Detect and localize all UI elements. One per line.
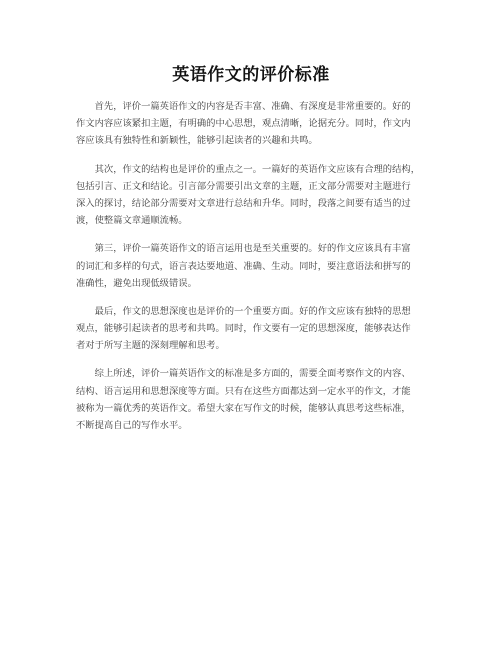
- paragraph-1: [76, 98, 426, 150]
- paragraph-line: 不断提高自己的写作水平。: [76, 420, 188, 431]
- paragraph-3: [76, 240, 426, 292]
- paragraph-line: 渡，使整篇文章通顺流畅。: [76, 215, 188, 227]
- paragraph-line: 被称为一篇优秀的英语作文。希望大家在写作文的时候，能够认真思考这些标准，: [76, 402, 411, 414]
- paragraph-line: 者对于所写主题的深刻理解和思考。: [76, 340, 225, 352]
- paragraph-line: 深入的探讨，结论部分需要对文章进行总结和升华。同时，段落之间要有适当的过: [76, 197, 411, 209]
- document-body: [76, 98, 426, 445]
- paragraph-line: 综上所述，评价一篇英语作文的标准是多方面的，需要全面考察作文的内容、: [76, 368, 411, 380]
- paragraph-line: 观点，能够引起读者的思考和共鸣。同时，作文要有一定的思想深度，能够表达作: [76, 323, 411, 335]
- paragraph-4: [76, 303, 426, 355]
- paragraph-line: 首先，评价一篇英语作文的内容是否丰富、准确、有深度是非常重要的。好的: [76, 101, 411, 112]
- document-title: 英语作文的评价标准: [172, 65, 330, 85]
- paragraph-line: 结构、语言运用和思想深度等方面。只有在这些方面都达到一定水平的作文，才能: [76, 385, 411, 397]
- paragraph-line: 其次，作文的结构也是评价的重点之一。一篇好的英语作文应该有合理的结构，: [76, 163, 420, 175]
- paragraph-line: 第三，评价一篇英语作文的语言运用也是至关重要的。好的作文应该具有丰富: [76, 243, 411, 255]
- paragraph-2: [76, 161, 426, 230]
- paragraph-line: 最后，作文的思想深度也是评价的一个重要方面。好的作文应该有独特的思想: [76, 305, 411, 317]
- paragraph-line: 的词汇和多样的句式，语言表达要地道、准确、生动。同时，要注意语法和拼写的: [76, 260, 411, 272]
- paragraph-line: 准确性，避免出现低级错误。: [76, 277, 197, 289]
- paragraph-line: 容应该具有独特性和新颖性，能够引起读者的兴趣和共鸣。: [76, 135, 318, 147]
- paragraph-line: 作文内容应该紧扣主题，有明确的中心思想，观点清晰，论据充分。同时，作文内: [76, 118, 411, 130]
- paragraph-5: [76, 365, 426, 434]
- paragraph-line: 包括引言、正文和结论。引言部分需要引出文章的主题，正文部分需要对主题进行: [76, 180, 411, 192]
